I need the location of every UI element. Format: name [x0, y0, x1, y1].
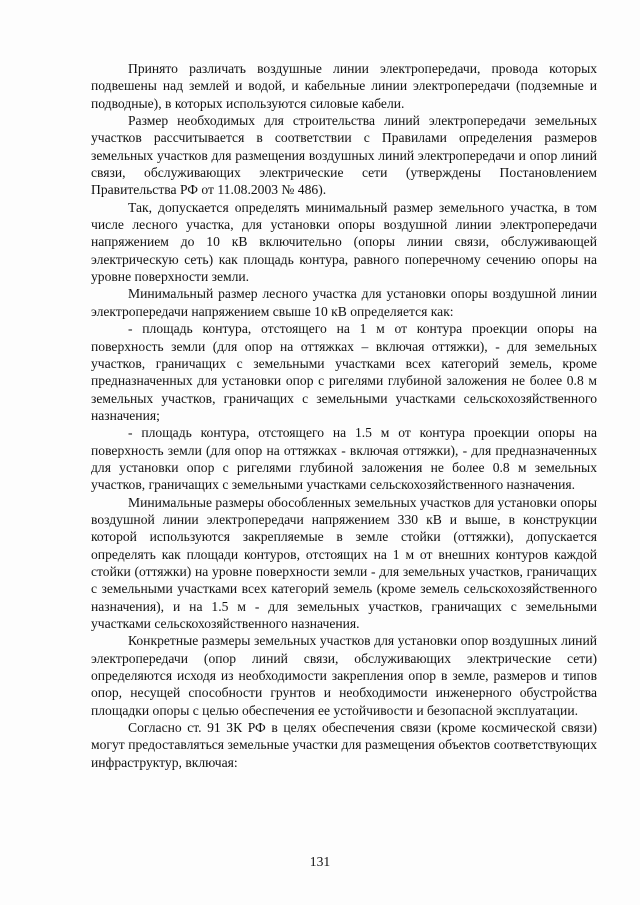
list-item: - площадь контура, отстоящего на 1.5 м от контура проекции опоры на поверхность земли (для опор на оттяжках - включая оттяжки), - для предназначенных для установки опор с ригелями глубиной заложения не более 0.8 м земельных участков, граничащих с земельными участками сельскохозяйственного назначения. [91, 425, 597, 493]
page-number: 131 [309, 854, 331, 869]
list-item: - площадь контура, отстоящего на 1 м от контура проекции опоры на поверхность земли (для опор на оттяжках – включая оттяжки), - для земельных участков, граничащих с земельными участками всех категорий земель, кроме предназначенных для установки опор с ригелями глубиной заложения не более 0.8 м земельных участков, граничащих с земельными участками сельскохозяйственного назначения; [91, 321, 597, 423]
paragraph: Минимальные размеры обособленных земельных участков для установки опоры воздушной линии электропередачи напряжением 330 кВ и выше, в конструкции которой используются закрепляемые в земле стойки (оттяжки), допускается определять как площади контуров, отстоящих на 1 м от внешних контуров каждой стойки (оттяжки) на уровне поверхности земли - для земельных участков, граничащих с земельными участками всех категорий земель (кроме земель сельскохозяйственного назначения), и на 1.5 м - для земельных участков, граничащих с земельными участками сельскохозяйственного назначения. [91, 494, 598, 631]
paragraph: Согласно ст. 91 ЗК РФ в целях обеспечения связи (кроме космической связи) могут предоставляться земельные участки для размещения объектов соответствующих инфраструктур, включая: [91, 720, 597, 770]
page-body [91, 60, 597, 771]
paragraph: Минимальный размер лесного участка для установки опоры воздушной линии электропередачи напряжением свыше 10 кВ определяется как: [91, 286, 597, 319]
paragraph: Конкретные размеры земельных участков для установки опор воздушных линий электропередачи (опор линий связи, обслуживающих электрические сети) определяются исходя из необходимости закрепления опор в земле, размеров и типов опор, несущей способности грунтов и необходимости инженерного обустройства площадки опоры с целью обеспечения ее устойчивости и безопасной эксплуатации. [91, 633, 597, 718]
paragraph: Размер необходимых для строительства линий электропередачи земельных участков рассчитывается в соответствии с Правилами определения размеров земельных участков для размещения воздушных линий электропередачи и опор линий связи, обслуживающих электрические сети (утверждены Постановлением Правительства РФ от 11.08.2003 № 486). [91, 113, 597, 198]
paragraph: Так, допускается определять минимальный размер земельного участка, в том числе лесного участка, для установки опоры воздушной линии электропередачи напряжением до 10 кВ включительно (опоры линии связи, обслуживающей электрическую сеть) как площадь контура, равного поперечному сечению опоры на уровне поверхности земли. [91, 199, 597, 285]
paragraph: Принято различать воздушные линии электропередачи, провода которых подвешены над землей и водой, и кабельные линии электропередачи (подземные и подводные), в которых используются силовые кабели. [91, 61, 597, 111]
